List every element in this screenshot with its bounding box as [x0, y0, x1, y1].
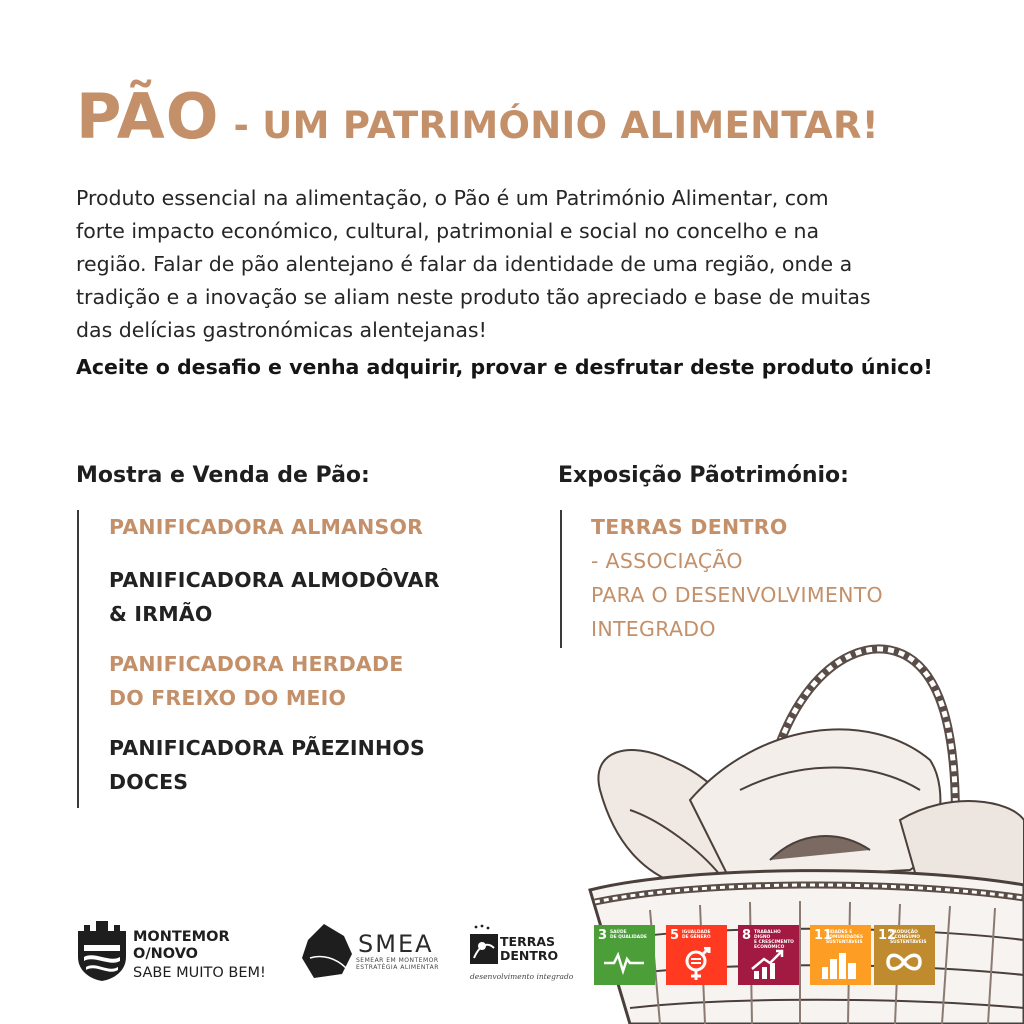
list-item: PANIFICADORA ALMANSOR	[109, 515, 424, 539]
sdg-label: TRABALHO DIGNO E CRESCIMENTO ECONÓMICO	[754, 930, 794, 950]
smea-subtitle: SEMEAR EM MONTEMOR ESTRATÉGIA ALIMENTAR	[356, 957, 439, 971]
list-item: PANIFICADORA HERDADE DO FREIXO DO MEIO	[109, 652, 404, 710]
city-icon	[820, 947, 860, 981]
list-item: PANIFICADORA ALMODÔVAR & IRMÃO	[109, 568, 440, 626]
title-main: PÃO	[76, 80, 220, 153]
sdg-number: 3	[598, 928, 608, 943]
heartbeat-icon	[604, 947, 644, 977]
sdg-number: 5	[670, 928, 680, 943]
growth-chart-icon	[748, 947, 788, 981]
right-column-heading: Exposição Pãotrimónio:	[558, 463, 849, 488]
montemor-logo-text	[133, 929, 266, 982]
sdg-badge-12	[874, 925, 935, 985]
terras-dentro-tagline: desenvolvimento integrado	[470, 972, 574, 981]
montemor-line2: O/NOVO	[133, 945, 198, 962]
title-subtitle: - UM PATRIMÓNIO ALIMENTAR!	[233, 104, 879, 147]
sdg-number: 12	[878, 928, 897, 943]
sdg-label: IGUALDADE DE GÉNERO	[682, 930, 711, 940]
list-item: PANIFICADORA PÃEZINHOS DOCES	[109, 736, 425, 794]
sdg-badge-3	[594, 925, 655, 985]
organization-detail: - ASSOCIAÇÃO PARA O DESENVOLVIMENTO INTEGRADO	[591, 549, 883, 641]
smea-name: SMEA	[358, 930, 434, 958]
sdg-badge-8	[738, 925, 799, 985]
sdg-label: PRODUÇÃO E CONSUMO SUSTENTÁVEIS	[890, 930, 927, 945]
exhibitor-organization	[591, 510, 971, 646]
sdg-number: 11	[814, 928, 833, 943]
sdg-number: 8	[742, 928, 752, 943]
sdg-label: SAÚDE DE QUALIDADE	[610, 930, 647, 940]
gender-equality-icon	[676, 947, 716, 981]
organization-name: TERRAS DENTRO	[591, 515, 788, 539]
left-column-divider	[77, 510, 79, 808]
right-column-divider	[560, 510, 562, 648]
smea-leaf-logo	[302, 924, 352, 980]
call-to-action: Aceite o desafio e venha adquirir, provar e desfrutar deste produto único!	[76, 355, 933, 379]
infinity-icon	[884, 947, 924, 977]
intro-paragraph: Produto essencial na alimentação, o Pão é um Património Alimentar, com forte impacto económico, cultural, patrimonial e social no concelho e na região. Falar de pão alentejano é falar da identidade de uma região, onde a tradição e a inovação se aliam neste produto tão apreciado e base de muitas das delícias gastronómicas alentejanas!	[76, 186, 871, 342]
sdg-badge-5	[666, 925, 727, 985]
terras-dentro-name: TERRAS DENTRO	[500, 934, 559, 963]
page-title	[76, 80, 879, 153]
sdg-badge-11	[810, 925, 871, 985]
terras-dentro-logo-icon	[470, 924, 498, 966]
montemor-slogan: SABE MUITO BEM!	[133, 965, 266, 981]
sdg-label: CIDADES E COMUNIDADES SUSTENTÁVEIS	[826, 930, 864, 945]
left-column-heading: Mostra e Venda de Pão:	[76, 463, 370, 488]
montemor-line1: MONTEMOR	[133, 929, 230, 945]
montemor-shield-logo	[76, 921, 128, 981]
